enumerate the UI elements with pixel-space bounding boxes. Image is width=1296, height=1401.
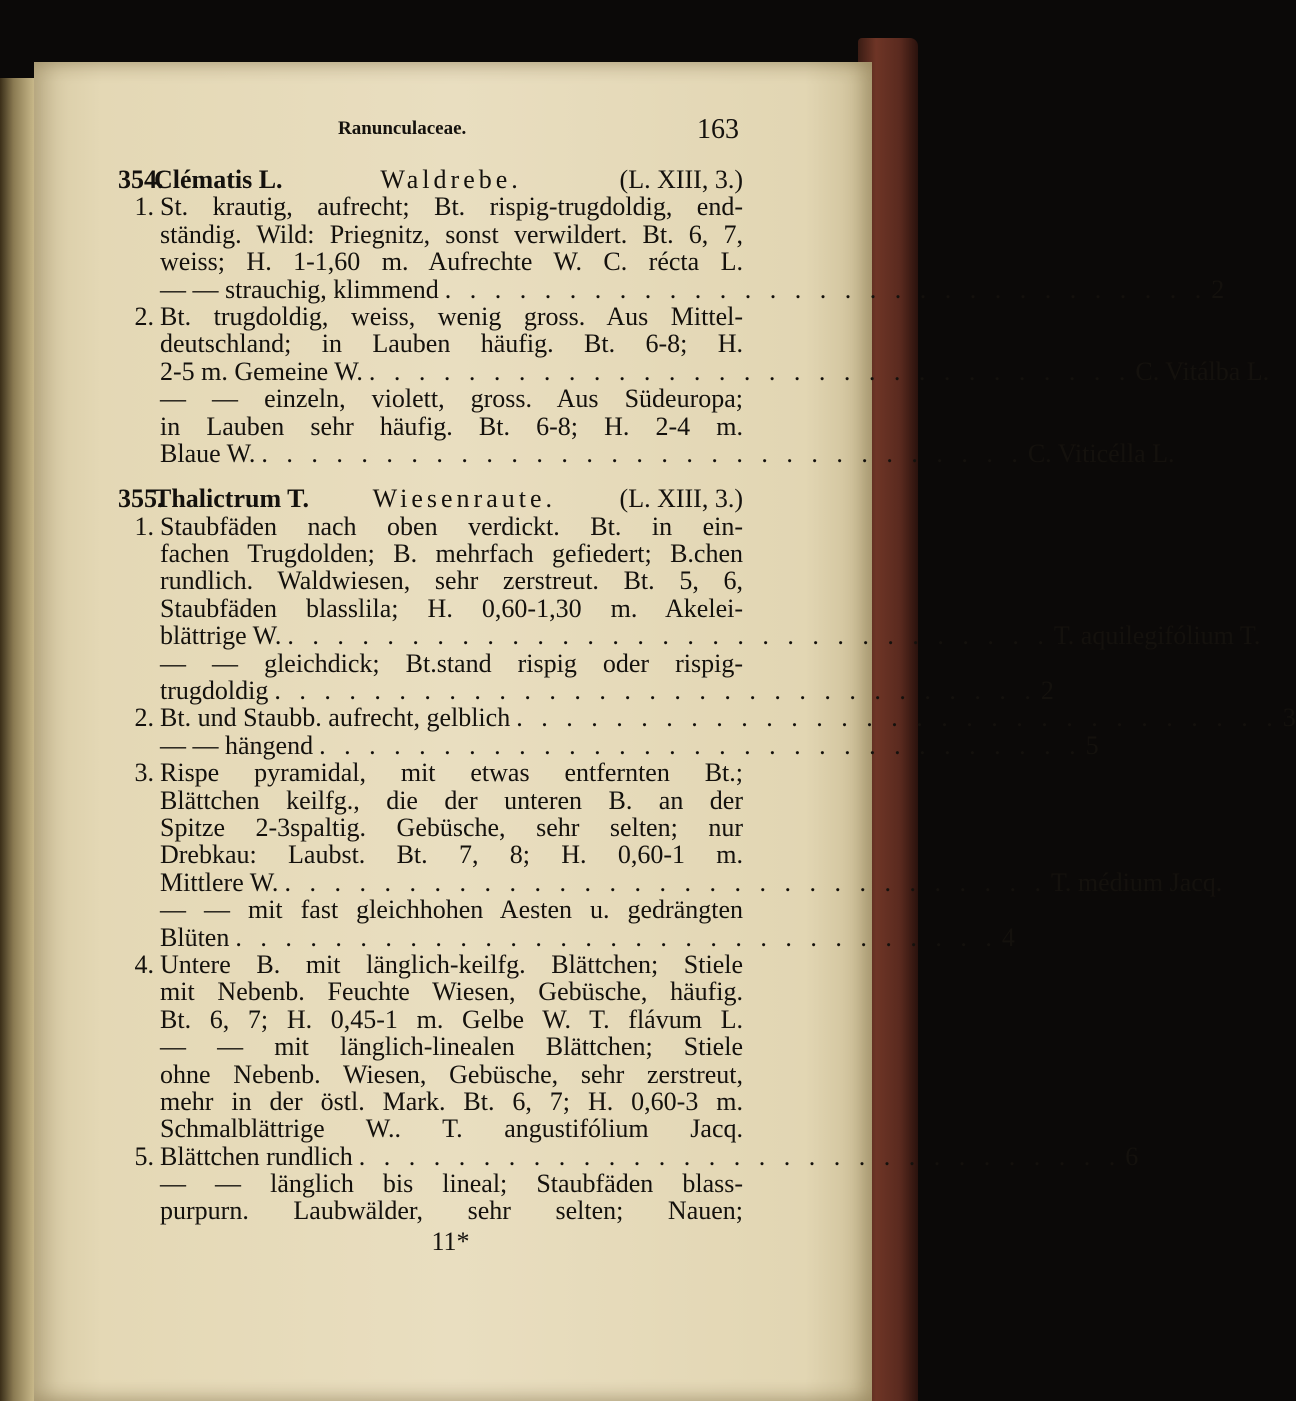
linnaean-class: (L. XIII, 3.): [619, 484, 743, 514]
couplet-number: 5.: [134, 1141, 154, 1171]
key-sections: [118, 165, 1296, 1226]
page-number: 163: [697, 114, 739, 145]
key-text: ohne Nebenb. Wiesen, Gebüsche, sehr zerstreut,: [160, 1059, 743, 1089]
key-line: [118, 867, 1223, 897]
key-text: Drebkau: Laubst. Bt. 7, 8; H. 0,60-1 m.: [160, 840, 743, 870]
key-text: St. krautig, aufrecht; Bt. rispig-trugdoldig, end-: [160, 192, 743, 222]
key-text: Untere B. mit länglich-keilfg. Blättchen; Stiele: [160, 949, 743, 979]
key-line: [118, 1006, 743, 1033]
key-line: [118, 841, 743, 868]
leader-dots: . . . . . . . . . . . . . . . . . . . . . . . . . . . . . . .: [368, 356, 1132, 386]
key-text: Rispe pyramidal, mit etwas entfernten Bt.;: [160, 758, 743, 788]
couplet-number: 1.: [134, 511, 154, 541]
key-line: [118, 621, 1261, 651]
leader-dots: . . . . . . . . . . . . . . . . . . . . . . . . . . . . . . .: [358, 1141, 1122, 1171]
key-line: [118, 330, 743, 357]
key-line: [118, 703, 1296, 733]
page-text: [118, 112, 1296, 1257]
leader-dots: . . . . . . . . . . . . . . . . . . . . . . . . . . . . . . .: [261, 438, 1024, 468]
key-reference: T. médium Jacq.: [1050, 867, 1223, 897]
key-reference: 2: [1040, 676, 1054, 706]
key-line: [118, 1141, 1139, 1171]
key-line: [118, 1061, 743, 1088]
genus-name: Clématis L.: [154, 165, 283, 194]
key-text: — — mit länglich-linealen Blättchen; Stiele: [160, 1032, 743, 1062]
leader-dots: . . . . . . . . . . . . . . . . . . . . . . . . . . . . . . .: [274, 676, 1037, 706]
key-reference: C. Vitálba L.: [1135, 356, 1270, 386]
linnaean-class: (L. XIII, 3.): [619, 165, 743, 194]
key-line: [118, 922, 1015, 952]
key-reference: 3: [1282, 703, 1296, 733]
running-title: Ranunculaceae.: [338, 118, 467, 139]
page-header: [118, 112, 743, 152]
key-text: mit Nebenb. Feuchte Wiesen, Gebüsche, häufig.: [160, 977, 743, 1007]
couplet-number: 3.: [134, 758, 154, 788]
key-reference: 4: [1001, 922, 1015, 952]
key-line: [118, 1170, 743, 1197]
key-text: — — länglich bis lineal; Staubfäden blass-: [160, 1169, 743, 1199]
key-text: trugdoldig: [160, 676, 269, 706]
key-text: Bt. 6, 7; H. 0,45-1 m. Gelbe W. T. flávum L.: [160, 1004, 743, 1034]
key-line: [118, 595, 743, 622]
key-line: [118, 1088, 743, 1115]
common-name: Waldrebe.: [380, 165, 522, 194]
genus-section: [118, 165, 1270, 468]
leader-dots: . . . . . . . . . . . . . . . . . . . . . . . . . . . . . . .: [235, 922, 998, 952]
key-line: [118, 356, 1270, 386]
genus-section: [118, 484, 1296, 1226]
genus-number: 354.: [118, 165, 164, 194]
key-text: — — strauchig, klimmend: [160, 274, 439, 304]
key-text: Schmalblättrige W.. T. angustifólium Jacq.: [160, 1114, 743, 1144]
leader-dots: . . . . . . . . . . . . . . . . . . . . . . . . . . . . . . .: [516, 703, 1279, 733]
leader-dots: . . . . . . . . . . . . . . . . . . . . . . . . . . . . . . .: [319, 730, 1082, 760]
key-text: Blättchen rundlich: [160, 1141, 353, 1171]
key-reference: 6: [1125, 1141, 1139, 1171]
genus-name: Thalictrum T.: [154, 484, 310, 514]
key-text: weiss; H. 1-1,60 m. Aufrechte W. C. récta L.: [160, 247, 743, 277]
key-reference: 5: [1085, 730, 1099, 760]
key-line: [118, 193, 743, 220]
couplet-number: 1.: [134, 192, 154, 222]
key-line: [118, 303, 743, 330]
key-text: fachen Trugdolden; B. mehrfach gefiedert; B.chen: [160, 539, 743, 569]
couplet-number: 4.: [134, 949, 154, 979]
key-line: [118, 1197, 743, 1224]
key-text: Staubfäden nach oben verdickt. Bt. in ein-: [160, 511, 743, 541]
key-line: [118, 567, 743, 594]
key-line: [118, 385, 743, 412]
key-line: [118, 978, 743, 1005]
key-line: [118, 1115, 743, 1142]
key-reference: C. Viticélla L.: [1027, 438, 1175, 468]
genus-heading: [118, 485, 743, 512]
key-text: — — mit fast gleichhohen Aesten u. gedrängten: [160, 895, 743, 925]
key-text: 2-5 m. Gemeine W.: [160, 356, 363, 386]
key-line: [118, 676, 1054, 706]
key-text: deutschland; in Lauben häufig. Bt. 6-8; H.: [160, 329, 743, 359]
leader-dots: . . . . . . . . . . . . . . . . . . . . . . . . . . . . . . .: [287, 621, 1050, 651]
key-text: Spitze 2-3spaltig. Gebüsche, sehr selten; nur: [160, 812, 743, 842]
key-text: Blüten: [160, 922, 230, 952]
leader-dots: . . . . . . . . . . . . . . . . . . . . . . . . . . . . . . .: [284, 867, 1047, 897]
key-text: — — einzeln, violett, gross. Aus Südeuropa;: [160, 384, 743, 414]
key-line: [118, 248, 743, 275]
key-text: — — gleichdick; Bt.stand rispig oder rispig-: [160, 648, 743, 678]
key-line: [118, 814, 743, 841]
key-line: [118, 413, 743, 440]
key-line: [118, 650, 743, 677]
key-text: rundlich. Waldwiesen, sehr zerstreut. Bt. 5, 6,: [160, 566, 743, 596]
key-line: [118, 896, 743, 923]
key-text: purpurn. Laubwälder, sehr selten; Nauen;: [160, 1196, 743, 1226]
key-text: Staubfäden blasslila; H. 0,60-1,30 m. Akelei-: [160, 593, 743, 623]
common-name: Wiesenraute.: [372, 484, 556, 514]
key-text: blättrige W.: [160, 621, 282, 651]
key-text: mehr in der östl. Mark. Bt. 6, 7; H. 0,60-3 m.: [160, 1086, 743, 1116]
signature-mark: 11*: [431, 1226, 470, 1256]
key-reference: T. aquilegifólium T.: [1053, 621, 1261, 651]
key-text: ständig. Wild: Priegnitz, sonst verwildert. Bt. 6, 7,: [160, 219, 743, 249]
left-page-edge: [0, 78, 34, 1401]
genus-heading: [118, 166, 743, 193]
key-line: [118, 951, 743, 978]
genus-number: 355.: [118, 484, 164, 514]
key-line: [118, 540, 743, 567]
key-text: in Lauben sehr häufig. Bt. 6-8; H. 2-4 m.: [160, 411, 743, 441]
key-line: [118, 759, 743, 786]
key-text: — — hängend: [160, 730, 314, 760]
key-line: [118, 730, 1099, 760]
key-text: Blaue W.: [160, 438, 256, 468]
key-reference: 2: [1211, 274, 1225, 304]
key-text: Bt. trugdoldig, weiss, wenig gross. Aus Mittel-: [160, 301, 743, 331]
couplet-number: 2.: [134, 301, 154, 331]
key-line: [118, 221, 743, 248]
couplet-number: 2.: [134, 703, 154, 733]
key-line: [118, 787, 743, 814]
key-text: Bt. und Staubb. aufrecht, gelblich: [160, 703, 511, 733]
key-line: [118, 1033, 743, 1060]
key-line: [118, 438, 1175, 468]
key-line: [118, 274, 1225, 304]
key-line: [118, 513, 743, 540]
key-text: Blättchen keilfg., die der unteren B. an der: [160, 785, 743, 815]
leader-dots: . . . . . . . . . . . . . . . . . . . . . . . . . . . . . . .: [444, 274, 1208, 304]
key-text: Mittlere W.: [160, 867, 279, 897]
